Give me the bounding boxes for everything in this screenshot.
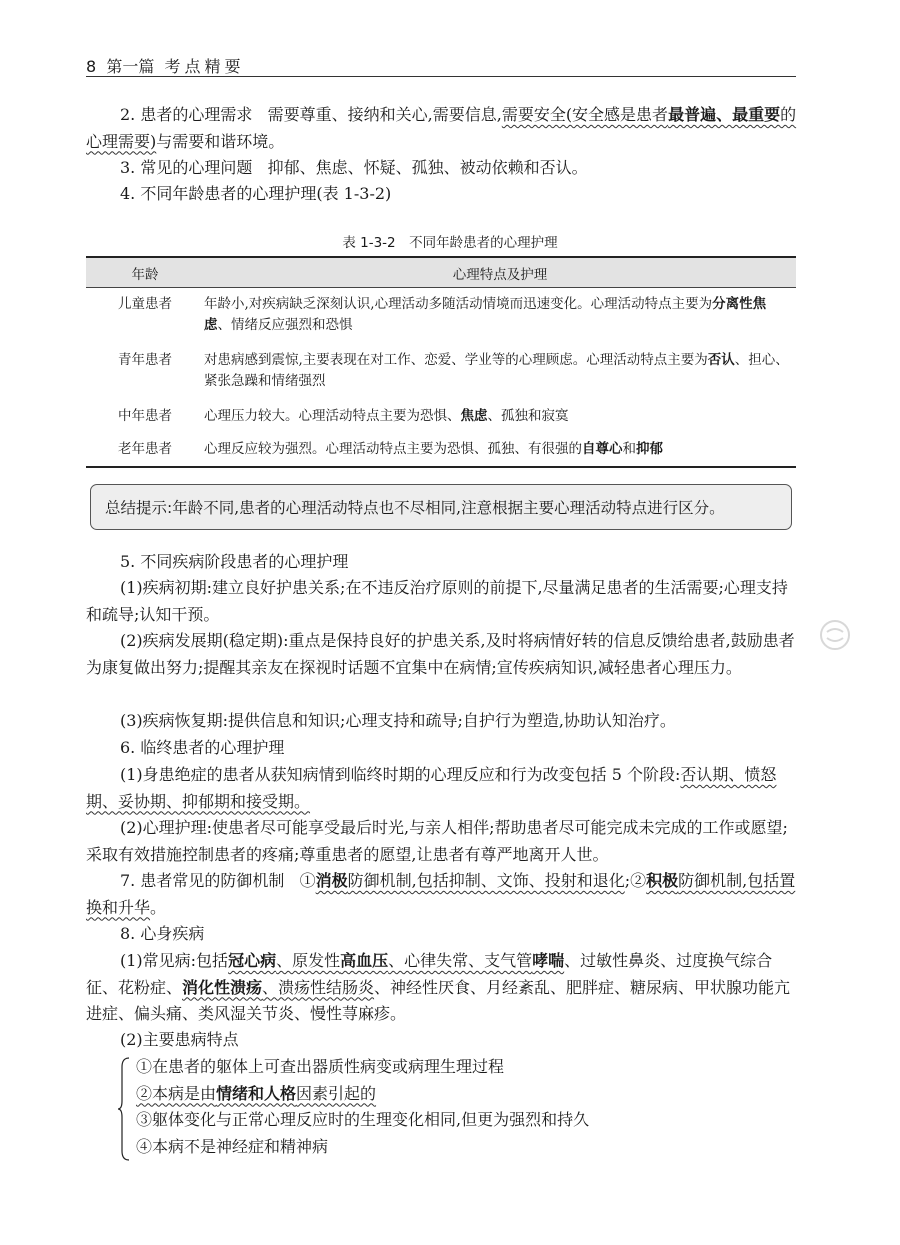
section-5-item-3: (3)疾病恢复期:提供信息和知识;心理支持和疏导;自护行为塑造,协助认知治疗。 [120, 711, 676, 730]
underlined-text: 冠心病、原发性高血压、心律失常、支气管哮喘 [228, 951, 565, 970]
section-6-heading: 6. 临终患者的心理护理 [120, 738, 285, 757]
item-heading: 7. 患者常见的防御机制 [120, 871, 285, 890]
text: 与需要和谐环境。 [156, 131, 285, 151]
section-8-item-1: (1)常见病:包括冠心病、原发性高血压、心律失常、支气管哮喘、过敏性鼻炎、过度换气综合征、花粉症、消化性溃疡、溃疡性结肠炎、神经性厌食、月经紊乱、肥胖症、糖尿病、甲状腺功能亢进症、偏头痛、类风湿关节炎、慢性荨麻疹。 [86, 951, 791, 1023]
list-item [136, 1081, 589, 1108]
section-5-item-2: (2)疾病发展期(稳定期):重点是保持良好的护患关系,及时将病情好转的信息反馈给患者,鼓励患者为康复做出努力;提醒其亲友在探视时话题不宜集中在病情;宣传疾病知识,减轻患者心理压力。 [86, 631, 795, 677]
list-item: ④本病不是神经症和精神病 [136, 1136, 329, 1156]
text: 抑郁、焦虑、怀疑、孤独、被动依赖和否认。 [267, 158, 588, 177]
table-row [86, 433, 796, 467]
section-5-item-1: (1)疾病初期:建立良好护患关系;在不违反治疗原则的前提下,尽量满足患者的生活需要;心理支持和疏导;认知干预。 [86, 578, 788, 624]
table-caption: 表 1-3-2 不同年龄患者的心理护理 [342, 235, 558, 251]
paragraph-psych-problems [86, 155, 798, 182]
age-cell: 中年患者 [118, 407, 172, 424]
summary-text: 年龄不同,患者的心理活动特点也不尽相同,注意根据主要心理活动特点进行区分。 [172, 499, 725, 517]
table-row [86, 288, 796, 344]
part-title: 考点精要 [164, 57, 245, 76]
page-number: 8 [86, 57, 97, 76]
desc-cell: 心理压力较大。心理活动特点主要为恐惧、焦虑、孤独和寂寞 [204, 407, 569, 424]
item-heading: 3. 常见的心理问题 [120, 158, 253, 177]
desc-cell: 对患病感到震惊,主要表现在对工作、恋爱、学业等的心理顾虑。心理活动特点主要为否认、担心、紧张急躁和情绪强烈 [204, 351, 789, 389]
table-header-row [86, 257, 796, 288]
item-heading: 2. 患者的心理需求 [120, 105, 253, 124]
part-label: 第一篇 [106, 57, 155, 76]
section-6-item-2: (2)心理护理:使患者尽可能享受最后时光,与亲人相伴;帮助患者尽可能完成未完成的工作或愿望;采取有效措施控制患者的疼痛;尊重患者的愿望,让患者有尊严地离开人世。 [86, 818, 788, 864]
desc-cell: 年龄小,对疾病缺乏深刻认识,心理活动多随活动情境而迅速变化。心理活动特点主要为分离性焦虑、情绪反应强烈和恐惧 [204, 296, 767, 333]
desc-cell: 心理反应较为强烈。心理活动特点主要为恐惧、孤独、有很强的自尊心和抑郁 [204, 440, 663, 457]
left-brace-icon [118, 1057, 130, 1161]
column-header-desc: 心理特点及护理 [204, 257, 796, 288]
text: 需要尊重、接纳和关心,需要信息, [267, 105, 502, 124]
running-header [86, 54, 796, 77]
section-8-item-2-heading: (2)主要患病特点 [120, 1030, 239, 1049]
summary-tip-box [90, 484, 792, 530]
underlined-text: 否认期、愤怒期、妥协期、抑郁期和接受期。 [86, 765, 777, 811]
age-cell: 儿童患者 [118, 296, 172, 312]
disease-features-list [136, 1054, 589, 1160]
table-row [86, 344, 796, 400]
paragraph-psych-needs [86, 102, 798, 155]
paragraph-age-care: 4. 不同年龄患者的心理护理(表 1-3-2) [120, 184, 392, 203]
age-cell: 青年患者 [118, 351, 172, 368]
age-care-table [86, 256, 796, 468]
list-item: ③躯体变化与正常心理反应时的生理变化相同,但更为强烈和持久 [136, 1110, 590, 1129]
watermark-logo-icon [818, 618, 852, 652]
section-6-item-1: (1)身患绝症的患者从获知病情到临终时期的心理反应和行为改变包括 5 个阶段:否认期、愤怒期、妥协期、抑郁期和接受期。 [86, 765, 777, 811]
underlined-text: 消极防御机制,包括抑制、文饰、投射和退化 [315, 871, 625, 890]
table-row [86, 400, 796, 433]
list-item: ①在患者的躯体上可查出器质性病变或病理生理过程 [136, 1057, 505, 1076]
underlined-text: 消化性溃疡、溃疡性结肠炎 [182, 977, 375, 997]
summary-label: 总结提示: [105, 499, 173, 517]
section-5-heading: 5. 不同疾病阶段患者的心理护理 [120, 552, 349, 571]
column-header-age: 年龄 [86, 257, 204, 288]
age-cell: 老年患者 [118, 440, 172, 457]
underlined-text: ②本病是由情绪和人格因素引起的 [136, 1083, 377, 1103]
underlined-text: 积极防御机制,包括置换和升华 [86, 871, 796, 917]
section-8-heading: 8. 心身疾病 [120, 924, 205, 943]
header-rule [86, 76, 796, 77]
section-7-paragraph: 7. 患者常见的防御机制 ①消极防御机制,包括抑制、文饰、投射和退化;②积极防御机制,包括置换和升华。 [86, 871, 796, 917]
underlined-text: 需要安全(安全感是患者最普遍、最重要的心理需要) [86, 105, 797, 151]
